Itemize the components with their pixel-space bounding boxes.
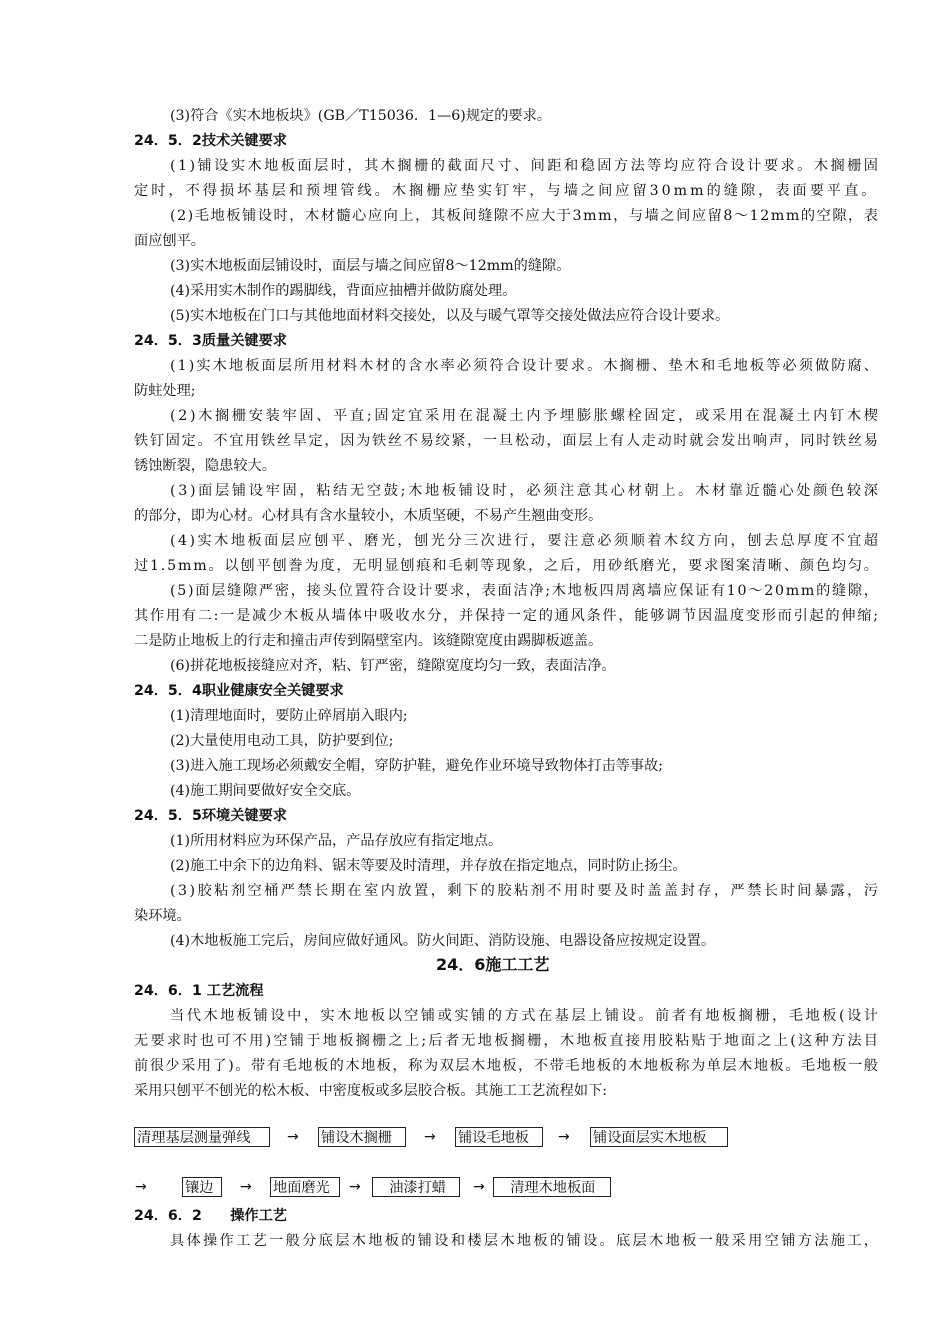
flow-step-4: 铺设面层实木地板: [590, 1127, 728, 1147]
paragraph-line: (2)木搁栅安装牢固、平直;固定宜采用在混凝土内予埋膨胀螺栓固定，或采用在混凝土内钉木楔: [170, 408, 881, 424]
paragraph-line: 铁钉固定。不宜用铁丝旱定，因为铁丝不易绞紧，一旦松动，面层上有人走动时就会发出响声，同时铁丝易: [134, 433, 880, 449]
paragraph-line: 的部分，即为心材。心材具有含水量较小，木质坚硬，不易产生翘曲变形。: [134, 508, 603, 524]
flow-step-1: 清理基层测量弹线: [134, 1127, 270, 1147]
paragraph-line: 防蛀处理;: [134, 383, 196, 399]
flow-step-3: 铺设毛地板: [455, 1127, 543, 1147]
paragraph-line: (3)胶粘剂空桶严禁长期在室内放置，剩下的胶粘剂不用时要及时盖盖封存，严禁长时间暴露，污: [170, 883, 881, 899]
paragraph-line: (1)所用材料应为环保产品，产品存放应有指定地点。: [170, 833, 503, 849]
paragraph-line: (2)施工中余下的边角料、锯末等要及时清理，并存放在指定地点，同时防止扬尘。: [170, 858, 687, 874]
paragraph-line: (3)进入施工现场必须戴安全帽，穿防护鞋，避免作业环境导致物体打击等事故;: [170, 758, 664, 774]
flow-step-7: 油漆打蜡: [372, 1177, 460, 1197]
paragraph-line: 前很少采用了)。带有毛地板的木地板，称为双层木地板，不带毛地板的木地板称为单层木地板。毛地板一般: [134, 1058, 880, 1074]
paragraph-line: (1)清理地面时，要防止碎屑崩入眼内;: [170, 708, 408, 724]
paragraph-line: (2)毛地板铺设时，木材髓心应向上，其板间缝隙不应大于3mm，与墙之间应留8～12mm的空隙，表: [170, 208, 880, 224]
section-heading: 24．5．3质量关键要求: [134, 333, 287, 349]
paragraph-line: (6)拼花地板接缝应对齐，粘、钉严密，缝隙宽度均匀一致，表面洁净。: [170, 658, 616, 674]
flow-arrow: →: [240, 1179, 252, 1195]
flow-step-5: 镶边: [182, 1177, 222, 1197]
flow-step-8: 清理木地板面: [493, 1177, 611, 1197]
paragraph-line: (1)实木地板面层所用材料木材的含水率必须符合设计要求。木搁栅、垫木和毛地板等必须做防腐、: [170, 358, 881, 374]
paragraph-line: 当代木地板铺设中，实木地板以空铺或实铺的方式在基层上铺设。前者有地板搁栅，毛地板(设计: [170, 1008, 881, 1024]
paragraph-line: (1)铺设实木地板面层时，其木搁栅的截面尺寸、间距和稳固方法等均应符合设计要求。木搁栅固: [170, 158, 881, 174]
section-heading: 24．5．2技术关键要求: [134, 133, 287, 149]
paragraph-line: 过1.5mm。以刨平刨誊为度，无明显刨痕和毛刺等现象，之后，用砂纸磨光，要求图案清晰、颜色均匀。: [134, 558, 880, 574]
flow-arrow: →: [558, 1129, 570, 1145]
paragraph-line: (4)实木地板面层应刨平、磨光，刨光分三次进行，要注意必须顺着木纹方向，刨去总厚度不宜超: [170, 533, 881, 549]
paragraph-line: (2)大量使用电动工具，防护要到位;: [170, 733, 394, 749]
flow-step-6: 地面磨光: [270, 1177, 340, 1197]
paragraph-line: 定时，不得损坏基层和预埋管线。木搁栅应垫实钉牢，与墙之间应留30mm的缝隙，表面要平直。: [134, 183, 879, 199]
paragraph-line: 采用只刨平不刨光的松木板、中密度板或多层胶合板。其施工工艺流程如下:: [134, 1083, 607, 1099]
paragraph-line: (4)施工期间要做好安全交底。: [170, 783, 361, 799]
section-heading: 24．6．1 工艺流程: [134, 983, 264, 999]
paragraph-line: 染环境。: [134, 908, 191, 924]
paragraph-line: 具体操作工艺一般分底层木地板的铺设和楼层木地板的铺设。底层木地板一般采用空铺方法施工，: [170, 1233, 881, 1249]
flow-arrow: →: [349, 1179, 361, 1195]
paragraph-line: (3)实木地板面层铺设时，面层与墙之间应留8～12mm的缝隙。: [170, 258, 571, 274]
paragraph-line: (3)符合《实木地板块》(GB／T15036．1—6)规定的要求。: [170, 108, 551, 124]
paragraph-line: 无要求时也可不用)空铺于地板搁栅之上;后者无地板搁栅，木地板直接用胶粘贴于地面之上(这种方法目: [134, 1033, 881, 1049]
flow-arrow: →: [424, 1129, 436, 1145]
paragraph-line: (4)采用实木制作的踢脚线，背面应抽槽并做防腐处理。: [170, 283, 517, 299]
section-heading: 24．5．4职业健康安全关键要求: [134, 683, 344, 699]
paragraph-line: 二是防止地板上的行走和撞击声传到隔壁室内。该缝隙宽度由踢脚板遮盖。: [134, 633, 603, 649]
chapter-heading: 24．6施工工艺: [436, 955, 550, 974]
paragraph-line: (3)面层铺设牢固，粘结无空鼓;木地板铺设时，必须注意其心材朝上。木材靠近髓心处颜色较深: [170, 483, 881, 499]
paragraph-line: (5)实木地板在门口与其他地面材料交接处，以及与暖气罩等交接处做法应符合设计要求。: [170, 308, 730, 324]
paragraph-line: 面应刨平。: [134, 233, 205, 249]
section-heading: 24．5．5环境关键要求: [134, 808, 287, 824]
flow-arrow: →: [287, 1129, 299, 1145]
flow-arrow: →: [473, 1179, 485, 1195]
paragraph-line: 锈蚀断裂，隐患较大。: [134, 458, 276, 474]
paragraph-line: (4)木地板施工完后，房间应做好通风。防火间距、消防设施、电器设备应按规定设置。: [170, 933, 716, 949]
section-heading: 24．6．2 操作工艺: [134, 1208, 287, 1224]
flow-step-2: 铺设木搁栅: [318, 1127, 406, 1147]
paragraph-line: 其作用有二:一是减少木板从墙体中吸收水分，并保持一定的通风条件，能够调节因温度变形而引起的伸缩;: [134, 608, 880, 624]
flow-arrow: →: [135, 1179, 147, 1195]
paragraph-line: (5)面层缝隙严密，接头位置符合设计要求，表面洁净;木地板四周离墙应保证有10～20mm的缝隙，: [170, 583, 880, 599]
